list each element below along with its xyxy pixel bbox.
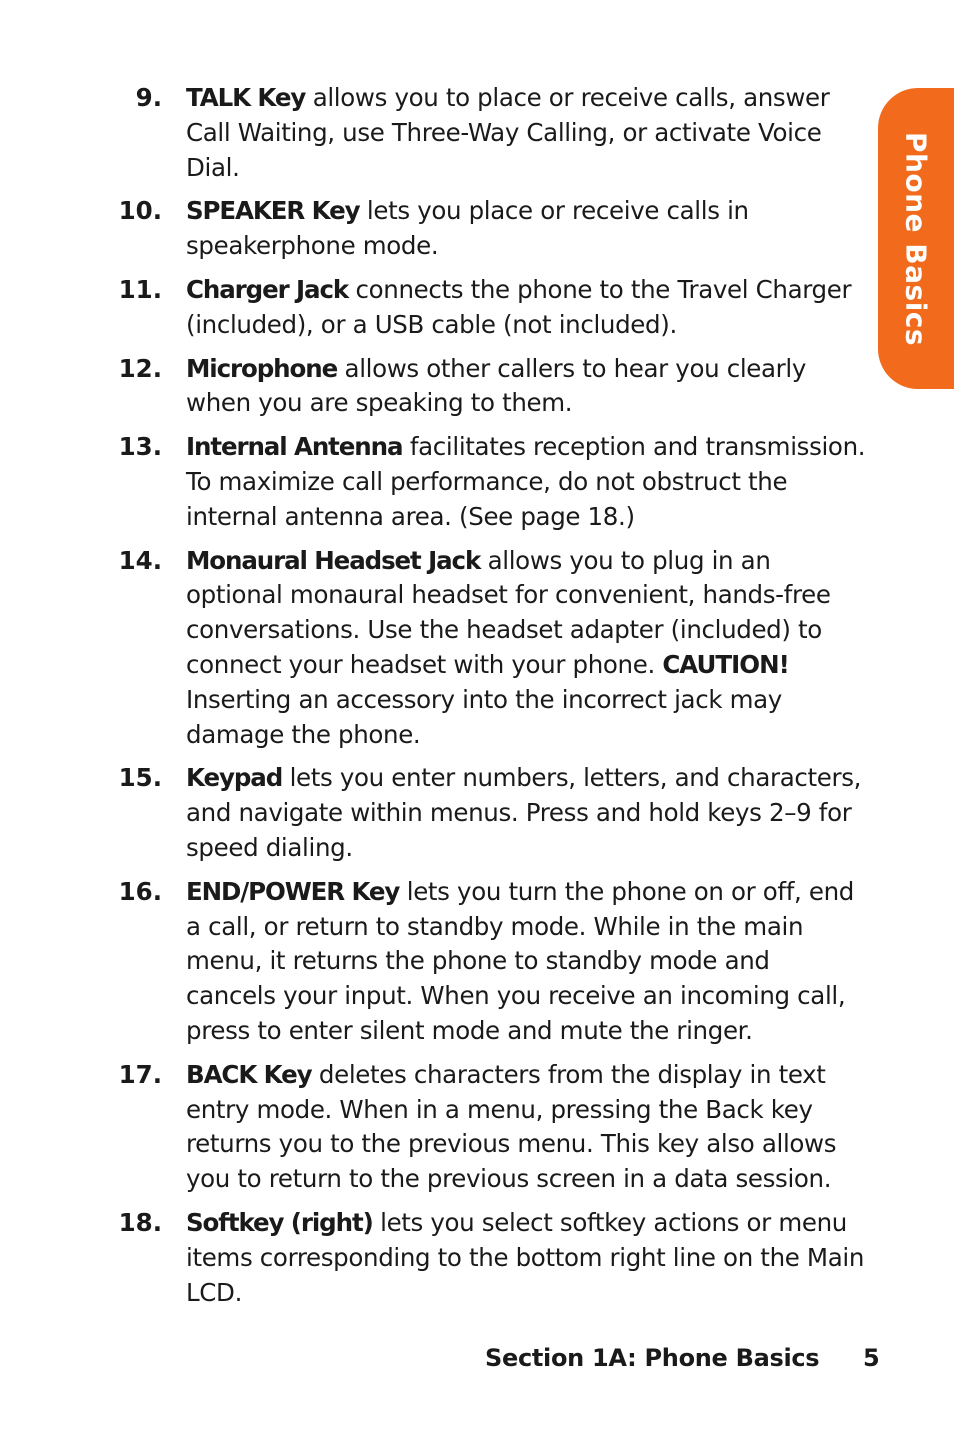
item-description: allows other callers to hear you clearly when you are speaking to them. — [186, 353, 806, 418]
list-item-speaker-key — [0, 194, 866, 264]
list-item-charger-jack — [0, 273, 866, 343]
item-term: Softkey (right) — [186, 1207, 373, 1237]
item-description: allows you to place or receive calls, answer Call Waiting, use Three-Way Calling, or activate Voice Dial. — [186, 83, 830, 182]
item-number: 9. — [135, 83, 162, 112]
footer-page-number: 5 — [863, 1344, 880, 1372]
item-description: lets you select softkey actions or menu items corresponding to the bottom right line on the Main LCD. — [186, 1207, 864, 1307]
list-item-back-key — [0, 1058, 866, 1197]
item-number: 18. — [118, 1207, 162, 1237]
item-number: 16. — [118, 876, 162, 906]
caution-text: Inserting an accessory into the incorrect jack may damage the phone. — [186, 684, 782, 749]
list-item-headset-jack — [0, 544, 866, 753]
item-description: lets you enter numbers, letters, and characters, and navigate within menus. Press and hold keys 2–9 for speed dialing. — [186, 763, 862, 862]
item-description: deletes characters from the display in text entry mode. When in a menu, pressing the Back key returns you to the previous menu. This key also allows you to return to the previous screen in a data session. — [186, 1059, 837, 1194]
list-item-softkey-right — [0, 1206, 866, 1310]
item-term: Monaural Headset Jack — [186, 545, 481, 575]
item-number: 10. — [118, 196, 162, 226]
item-term: Internal Antenna — [186, 432, 403, 462]
item-term: END/POWER Key — [186, 876, 400, 906]
caution-label: CAUTION! — [662, 649, 789, 679]
item-number: 11. — [118, 274, 162, 304]
item-description: lets you turn the phone on or off, end a call, or return to standby mode. While in the main menu, it returns the phone to standby mode and cancels your input. When you receive an incoming call, press to enter silent mode and mute the ringer. — [186, 876, 854, 1045]
list-item-internal-antenna — [0, 430, 866, 534]
item-description: lets you place or receive calls in speakerphone mode. — [186, 196, 749, 261]
item-number: 15. — [118, 763, 162, 793]
list-item-microphone — [0, 352, 866, 422]
key-description-list — [0, 81, 954, 1319]
item-description: allows you to plug in an optional monaural headset for convenient, hands-free conversations. Use the headset adapter (included) to connect your headset with your phone. — [186, 545, 831, 679]
item-term: BACK Key — [186, 1059, 312, 1089]
list-item-talk-key — [0, 81, 866, 185]
item-term: TALK Key — [186, 83, 306, 112]
item-number: 13. — [118, 432, 162, 462]
item-term: Microphone — [186, 353, 338, 383]
list-item-end-power-key — [0, 875, 866, 1049]
item-term: SPEAKER Key — [186, 196, 360, 226]
item-description: facilitates reception and transmission. To maximize call performance, do not obstruct the internal antenna area. (See page 18.) — [186, 432, 866, 531]
item-number: 12. — [118, 353, 162, 383]
list-item-keypad — [0, 761, 866, 865]
item-number: 14. — [118, 545, 162, 575]
item-number: 17. — [118, 1059, 162, 1089]
item-term: Charger Jack — [186, 274, 349, 304]
item-description: connects the phone to the Travel Charger (included), or a USB cable (not included). — [186, 274, 852, 339]
side-tab-label: Phone Basics — [899, 131, 933, 346]
item-term: Keypad — [186, 763, 283, 793]
footer-section-title: Section 1A: Phone Basics — [485, 1344, 820, 1372]
